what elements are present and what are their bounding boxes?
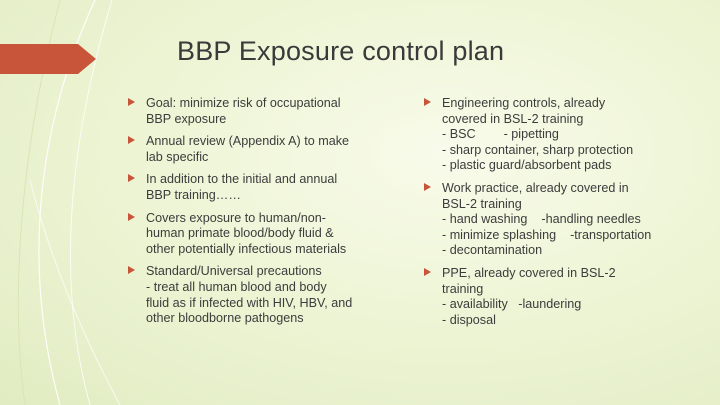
left-column <box>127 96 392 334</box>
bullet-text-line: human primate blood/body fluid & <box>146 226 334 241</box>
bullet-item <box>423 96 698 174</box>
bullet-text-line: other bloodborne pathogens <box>146 311 304 326</box>
bullet-arrow-icon <box>424 183 431 191</box>
bullet-text-line: In addition to the initial and annual <box>146 172 338 187</box>
left-bullet-list <box>127 96 392 327</box>
bullet-text-line: Annual review (Appendix A) to make <box>146 134 350 149</box>
bullet-text-line: - BSC - pipetting <box>442 127 559 142</box>
bullet-text-line: training <box>442 281 484 296</box>
bullet-text-line: Work practice, already covered in <box>442 180 629 195</box>
bullet-text-line: - hand washing -handling needles <box>442 212 641 227</box>
bullet-text-line: - sharp container, sharp protection <box>442 142 634 157</box>
bullet-text-line: Covers exposure to human/non- <box>146 210 326 225</box>
bullet-arrow-icon <box>128 213 135 221</box>
bullet-item <box>127 211 392 258</box>
bullet-item <box>127 134 392 165</box>
bullet-text-line: covered in BSL-2 training <box>442 111 584 126</box>
bullet-arrow-icon <box>424 268 431 276</box>
bullet-text-line: - treat all human blood and body <box>146 279 327 294</box>
bullet-arrow-icon <box>128 266 135 274</box>
bullet-text-line: BSL-2 training <box>442 196 522 211</box>
bullet-text-line: BBP training…… <box>146 187 241 202</box>
bullet-arrow-icon <box>128 174 135 182</box>
bullet-text-line: Standard/Universal precautions <box>146 264 322 279</box>
right-bullet-list <box>423 96 698 328</box>
bullet-arrow-icon <box>128 98 135 106</box>
bullet-item <box>127 172 392 203</box>
bullet-arrow-icon <box>424 98 431 106</box>
bullet-text-line: Engineering controls, already <box>442 96 606 110</box>
bullet-text-line: - plastic guard/absorbent pads <box>442 158 612 173</box>
bullet-text-line: PPE, already covered in BSL-2 <box>442 265 616 280</box>
bullet-text-line: Goal: minimize risk of occupational <box>146 96 341 110</box>
bullet-arrow-icon <box>128 136 135 144</box>
bullet-text-line: fluid as if infected with HIV, HBV, and <box>146 295 353 310</box>
bullet-text-line: - disposal <box>442 312 496 327</box>
bullet-text-line: other potentially infectious materials <box>146 241 347 256</box>
slide-title: BBP Exposure control plan <box>177 36 505 66</box>
bullet-text-line: lab specific <box>146 149 209 164</box>
bullet-item <box>127 96 392 127</box>
bullet-text-line: - availability -laundering <box>442 297 582 312</box>
bullet-text-line: - minimize splashing -transportation <box>442 227 652 242</box>
bullet-item <box>423 181 698 259</box>
bullet-item <box>127 264 392 326</box>
bullet-text-line: - decontamination <box>442 243 543 258</box>
bullet-text-line: BBP exposure <box>146 111 227 126</box>
title-accent-arrow <box>0 44 96 74</box>
bullet-item <box>423 266 698 328</box>
right-column <box>423 96 698 335</box>
